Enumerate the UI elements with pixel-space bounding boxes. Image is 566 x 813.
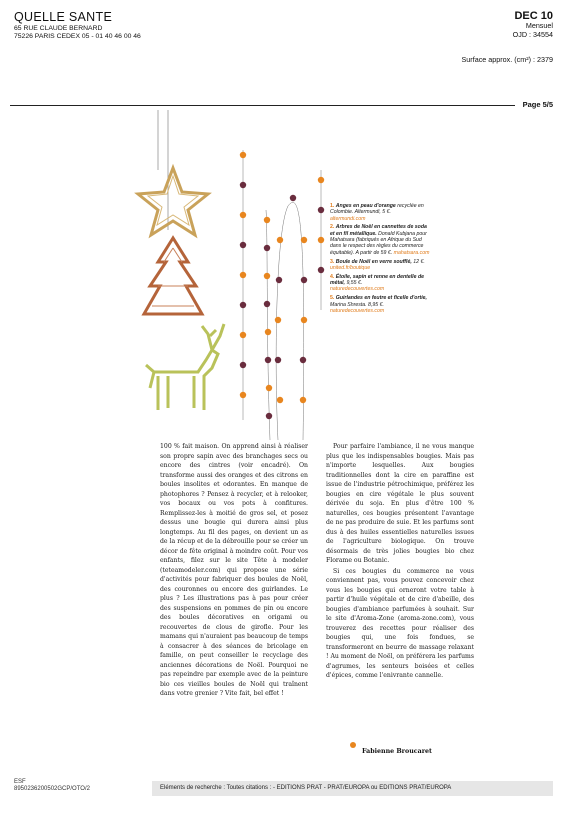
- issue-info: [513, 10, 553, 39]
- caption-item: 1. Anges en peau d'orange recyclée en Colombie. Altermundi, 5 €. altermundi.com: [330, 203, 424, 222]
- article-author: Fabienne Broucaret: [362, 748, 432, 755]
- publication-address: 65 RUE CLAUDE BERNARD: [14, 25, 103, 32]
- issue-ojd: OJD : 34554: [512, 29, 553, 39]
- garland-2: [264, 210, 272, 440]
- footer-reference: 8950236200502GCP/OTO/2: [14, 786, 90, 792]
- caption-item: 4. Étoile, sapin et renne en dentelle de métal, 9,55 €. naturedecouvertes.com: [330, 273, 424, 293]
- caption-link: altermundi.com: [330, 215, 366, 222]
- garland-1: [240, 150, 246, 420]
- decorations-photo: [128, 110, 328, 450]
- page-number: Page 5/5: [519, 100, 553, 109]
- caption-link: mahatsara.com: [393, 249, 430, 256]
- issue-frequency: Mensuel: [525, 21, 553, 30]
- article-column-1: [160, 442, 308, 699]
- search-elements-bar: Eléments de recherche : Toutes citations : - EDITIONS PRAT - PRAT/EUROPA ou EDITIONS PRAT/EUROPA: [152, 781, 553, 796]
- publication-address-city: 75226 PARIS CEDEX 05 - 01 40 46 00 46: [14, 33, 141, 40]
- article-paragraph: Pour parfaire l'ambiance, il ne vous manque plus que les indispensables bougies. Mais pas n'importe lesquelles. Aux bougies traditionnelles dont la cire en paraffine est issue de l'industrie pétrochimique, préférez les bougies en cire végétale le plus souvent dérivée du soja. En plus d'être 100 % naturelles, ces bougies présentent l'avantage de ne pas produire de suie. Et les parfums sont dus à des huiles essentielles naturelles issues de l'agriculture biologique. On trouve désormais de très jolies bougies bio chez Florame ou Botanic.: [326, 443, 474, 564]
- surface-area: Surface approx. (cm²) : 2379: [461, 55, 553, 64]
- garland-4: [318, 170, 324, 310]
- footer-code: ESF: [14, 779, 26, 785]
- caption-item: 3. Boule de Noël en verre soufflé, 12 €. united.fr/boutique: [330, 258, 425, 271]
- page-divider: [10, 105, 515, 106]
- caption-link: naturedecouvertes.com: [330, 286, 385, 293]
- caption-link: united.fr/boutique: [330, 264, 371, 271]
- star-ornament: [138, 168, 208, 235]
- caption-link: naturedecouvertes.com: [330, 307, 385, 314]
- publication-name: QUELLE SANTE: [14, 10, 113, 24]
- tree-ornament: [144, 238, 202, 314]
- end-mark-icon: [350, 742, 356, 748]
- reindeer-ornament: [146, 324, 224, 410]
- caption-item: 5. Guirlandes en feutre et ficelle d'ortie, Marina Shresta. 8,95 €. naturedecouvertes.com: [330, 295, 427, 314]
- article-column-2: [326, 442, 474, 681]
- issue-date: DEC 10: [514, 10, 553, 22]
- caption-item: 2. Arbres de Noël en cannettes de soda et en fil métallique. Donald Kubjana pour Mahatsara (fabriqués en Afrique du Sud dans le respect des règles du commerce équitable). A partir de 59 €. mahatsara.com: [330, 224, 430, 256]
- article-paragraph: 100 % fait maison. On apprend ainsi à réaliser son propre sapin avec des branchages secs ou encore des cintres (voir encadré). On transforme aussi des oranges et des citrons en boules insolites et odorantes. En manque de photophores ? Pensez à recycler, et à relooker, vos bocaux ou vos pots à confitures. Remplissez-les à moitié de gros sel, et posez dessus une bougie qui durera ainsi plus longtemps. Au fil des pages, on devient un as de la récup et de la débrouille pour se créer un décor de fête original à moindre coût. Pour vos enfants, filez sur le site Tête à modeler (teteamodeler.com) qui propose une série d'activités pour fabriquer des boules de Noël, des couronnes ou encore des guirlandes. Le plus ? Les illustrations pas à pas pour créer des suspensions en pommes de pin ou encore des boules décoratives en origami ou recouvertes de clous de girofle. Pour les mamans qui n'auraient pas beaucoup de temps à consacrer à des séances de bricolage en famille, on peut conseiller le recyclage des anciennes décorations de Noël. Pourquoi ne pas repeindre par exemple avec de la peinture bio ces vieilles boules de Noël qui traînent dans votre grenier ? Vite fait, bel effet !: [160, 443, 308, 697]
- garland-3: [275, 195, 307, 440]
- product-captions: [330, 203, 430, 317]
- article-paragraph: Si ces bougies du commerce ne vous conviennent pas, vous pouvez concevoir chez vous les bougies qui orneront votre table à partir d'huile végétale et de cire d'abeille, des bougies d'ambiance parfumées à souhait. Sur le site d'Aroma-Zone (aroma-zone.com), vous trouverez des recettes pour réaliser des bougies qui, une fois fondues, se transformeront en beurre de massage relaxant ! Au moment de Noël, on préférera les parfums d'agrumes, les senteurs boisées et celles d'épices, comme l'enivrante cannelle.: [326, 567, 474, 679]
